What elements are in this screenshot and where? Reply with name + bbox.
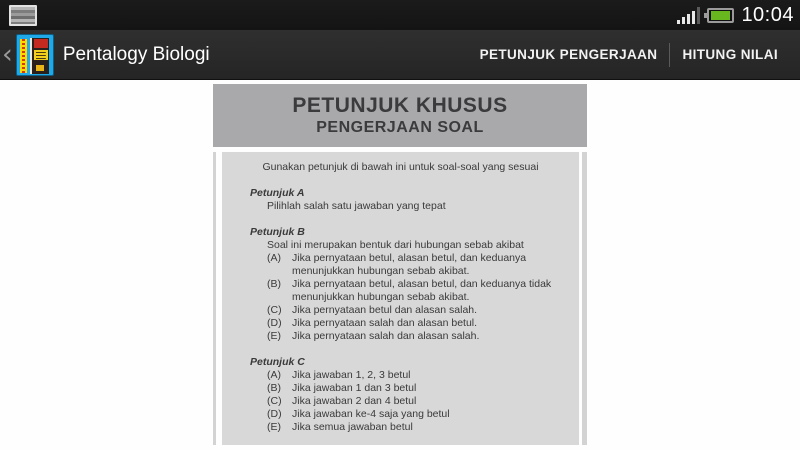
app-title: Pentalogy Biologi — [62, 43, 210, 65]
option-label: (D) — [267, 317, 282, 329]
battery-fill — [711, 11, 730, 20]
option-row — [267, 278, 569, 304]
action-bar — [0, 30, 800, 80]
option-row — [267, 369, 569, 382]
option-row — [267, 395, 569, 408]
page-edge-right — [582, 152, 587, 445]
screenshot-notification-icon — [9, 5, 37, 26]
page-title-line1: PETUNJUK KHUSUS — [292, 94, 508, 117]
option-row — [267, 421, 569, 434]
battery-icon — [707, 8, 734, 23]
option-row — [267, 330, 569, 343]
option-label: (D) — [267, 408, 282, 420]
action-hitung-nilai[interactable]: HITUNG NILAI — [682, 46, 778, 62]
option-label: (A) — [267, 369, 281, 381]
section-heading: Petunjuk C — [250, 356, 305, 368]
action-items — [468, 30, 800, 79]
option-label: (C) — [267, 304, 282, 316]
option-list — [222, 252, 569, 343]
option-text: Jika pernyataan betul, alasan betul, dan keduanya menunjukkan hubungan sebab akibat. — [292, 252, 527, 277]
page-edge-left — [213, 152, 216, 445]
page-header — [213, 84, 587, 147]
status-bar-right — [677, 4, 794, 27]
option-row — [267, 408, 569, 421]
section-description: Pilihlah salah satu jawaban yang tepat — [267, 200, 446, 212]
option-text: Jika pernyataan betul, alasan betul, dan keduanya tidak menunjukkan hubungan sebab akibat. — [292, 278, 552, 303]
option-text: Jika jawaban 2 dan 4 betul — [292, 395, 417, 407]
instruction-section — [222, 187, 569, 213]
option-label: (B) — [267, 278, 281, 290]
signal-strength-icon — [677, 7, 700, 24]
status-bar — [0, 0, 800, 30]
option-label: (E) — [267, 421, 281, 433]
page-title-line2: PENGERJAAN SOAL — [316, 119, 484, 136]
option-text: Jika jawaban ke-4 saja yang betul — [292, 408, 450, 420]
section-heading: Petunjuk B — [250, 226, 305, 238]
instruction-section — [222, 226, 569, 343]
option-text: Jika pernyataan salah dan alasan betul. — [292, 317, 478, 329]
option-label: (C) — [267, 395, 282, 407]
option-list — [222, 369, 569, 434]
action-petunjuk-pengerjaan[interactable]: PETUNJUK PENGERJAAN — [479, 46, 658, 62]
content-area — [0, 80, 800, 450]
option-label: (E) — [267, 330, 281, 342]
section-heading: Petunjuk A — [250, 187, 305, 199]
app-icon[interactable] — [16, 34, 54, 76]
option-label: (A) — [267, 252, 281, 264]
back-icon[interactable]: ‹ — [2, 38, 13, 70]
option-label: (B) — [267, 382, 281, 394]
option-text: Jika pernyataan betul dan alasan salah. — [292, 304, 478, 316]
option-text: Jika pernyataan salah dan alasan salah. — [292, 330, 480, 342]
option-row — [267, 252, 569, 278]
option-text: Jika jawaban 1 dan 3 betul — [292, 382, 417, 394]
intro-text: Gunakan petunjuk di bawah ini untuk soal-soal yang sesuai — [262, 161, 539, 173]
app-icon-spine — [20, 39, 27, 73]
section-description: Soal ini merupakan bentuk dari hubungan sebab akibat — [267, 239, 524, 251]
instruction-section — [222, 356, 569, 434]
option-text: Jika semua jawaban betul — [292, 421, 413, 433]
app-icon-book — [30, 38, 49, 74]
option-row — [267, 317, 569, 330]
option-text: Jika jawaban 1, 2, 3 betul — [292, 369, 411, 381]
page-body — [222, 152, 579, 445]
status-time: 10:04 — [741, 3, 794, 26]
option-row — [267, 382, 569, 395]
option-row — [267, 304, 569, 317]
sections-container — [222, 187, 569, 434]
